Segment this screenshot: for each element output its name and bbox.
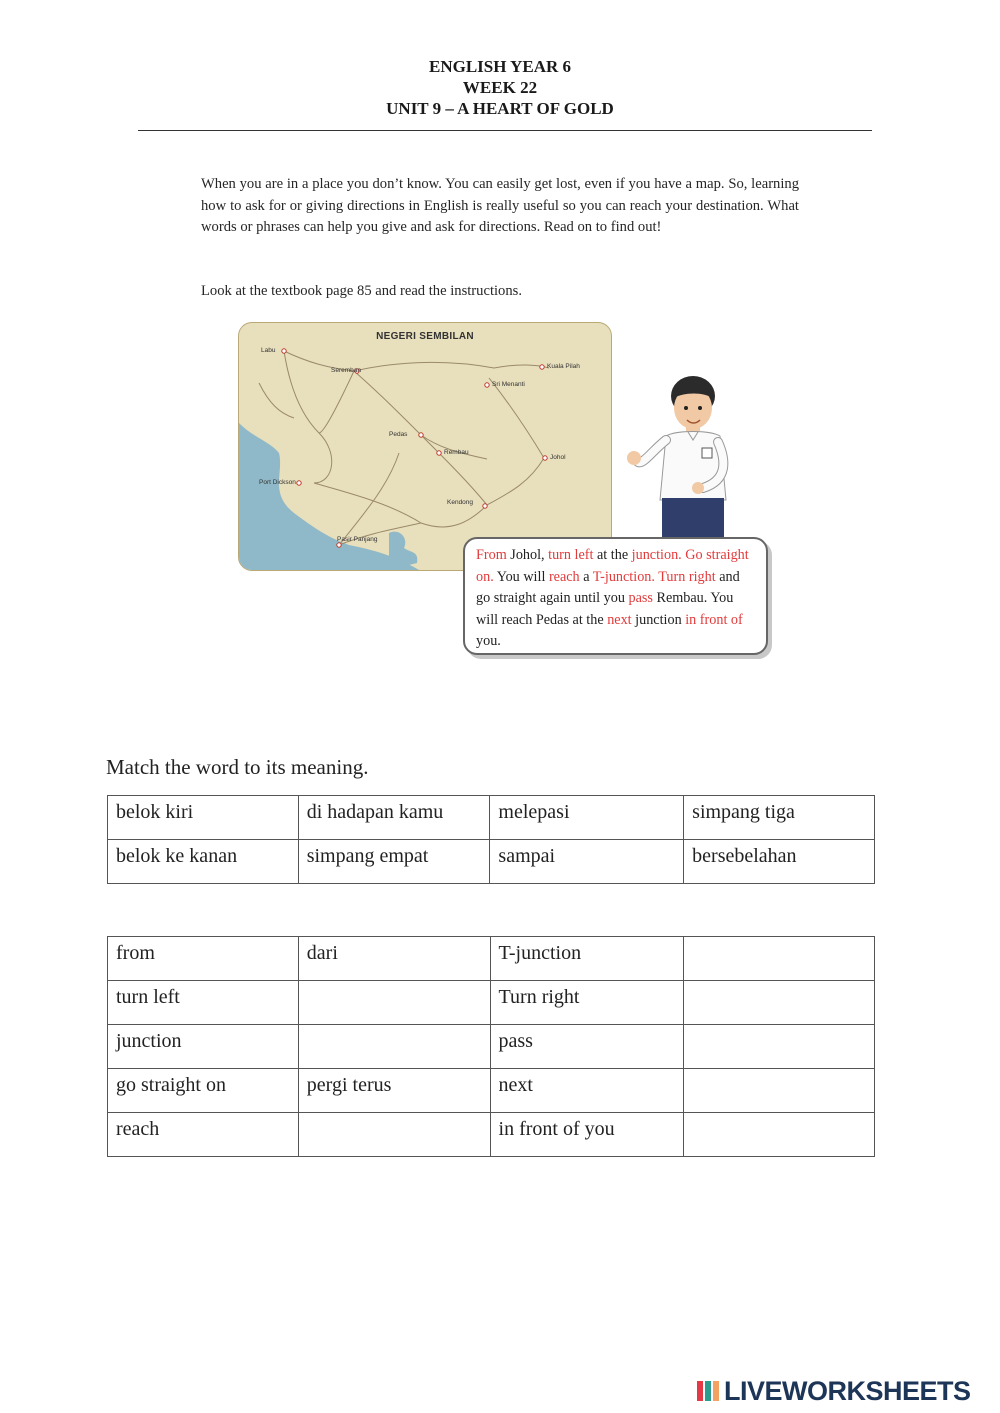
- word-bank-cell: melepasi: [490, 796, 684, 840]
- word-bank-cell: belok kiri: [108, 796, 299, 840]
- bubble-text: junction: [631, 611, 686, 628]
- word-cell: T-junction: [490, 937, 684, 981]
- bubble-text: Johol,: [506, 547, 549, 563]
- word-cell: pass: [490, 1025, 684, 1069]
- table-row: [108, 796, 875, 840]
- word-bank-cell: di hadapan kamu: [298, 796, 490, 840]
- table-row: [108, 1025, 875, 1069]
- word-cell: junction: [108, 1025, 299, 1069]
- estuary: [389, 532, 417, 570]
- bubble-text: Go straight on.: [476, 547, 749, 585]
- bubble-text: and go straight again until you: [476, 568, 740, 606]
- liveworksheets-logo: [696, 1378, 971, 1404]
- town-label-labu: Labu: [261, 347, 276, 354]
- town-label-kuala-pilah: Kuala Pilah: [547, 363, 580, 370]
- word-cell: reach: [108, 1113, 299, 1157]
- header-subject: ENGLISH YEAR 6: [428, 57, 571, 76]
- textbook-map: [238, 322, 612, 571]
- town-label-pasir-panjang: Pasir Panjang: [337, 536, 378, 543]
- town-label-sri-menanti: Sri Menanti: [492, 381, 525, 388]
- bubble-text: a: [579, 568, 593, 585]
- word-cell: Turn right: [490, 981, 684, 1025]
- intro-instruction: Look at the textbook page 85 and read the instructions.: [201, 283, 522, 299]
- town-label-seremban: Seremban: [331, 367, 361, 374]
- meaning-answer-cell[interactable]: [298, 1025, 490, 1069]
- bubble-text: you.: [476, 633, 501, 649]
- word-bank-cell: simpang tiga: [684, 796, 875, 840]
- map-graphic: [239, 323, 611, 570]
- table-row: [108, 937, 875, 981]
- boy-illustration: [618, 370, 758, 550]
- word-bank-cell: simpang empat: [298, 840, 490, 884]
- meaning-answer-cell[interactable]: [298, 981, 490, 1025]
- town-label-kendong: Kendong: [447, 499, 474, 506]
- word-cell: in front of you: [490, 1113, 684, 1157]
- bubble-text: pass: [628, 590, 653, 606]
- header-divider: [138, 130, 872, 131]
- table-row: [108, 840, 875, 884]
- bubble-text: T-junction.: [592, 568, 655, 585]
- word-cell: turn left: [108, 981, 299, 1025]
- town-label-port-dickson: Port Dickson: [259, 479, 296, 486]
- speech-bubble: [463, 537, 768, 655]
- bubble-text: Turn right: [658, 568, 716, 585]
- town-label-rembau: Rembau: [444, 449, 469, 456]
- logo-mark-icon: [696, 1379, 722, 1403]
- map-title: NEGERI SEMBILAN: [376, 331, 474, 342]
- meaning-answer-cell[interactable]: [684, 937, 875, 981]
- table-row: [108, 981, 875, 1025]
- table-row: [108, 1113, 875, 1157]
- intro-paragraph: When you are in a place you don’t know. You can easily get lost, even if you have a map. So, learning how to ask for or giving directions in English is really useful so you can reach your destination. What words or phrases can help you give and ask for directions. Read on to find out!: [201, 176, 799, 235]
- worksheet-header: [0, 56, 1000, 119]
- town-label-pedas: Pedas: [389, 431, 408, 438]
- meaning-answer-cell[interactable]: [684, 1025, 875, 1069]
- word-bank-cell: belok ke kanan: [108, 840, 299, 884]
- meaning-answer-cell[interactable]: [298, 1113, 490, 1157]
- header-unit: UNIT 9 – A HEART OF GOLD: [386, 99, 614, 118]
- bubble-text: junction.: [631, 547, 682, 563]
- bubble-text: Rembau. You will reach Pedas at the: [476, 590, 734, 628]
- bubble-text: in front of: [685, 611, 743, 628]
- meaning-answer-cell[interactable]: [684, 981, 875, 1025]
- meaning-answer-cell[interactable]: [684, 1113, 875, 1157]
- word-cell: next: [490, 1069, 684, 1113]
- word-cell: go straight on: [108, 1069, 299, 1113]
- town-label-johol: Johol: [550, 454, 566, 461]
- exercise-title: Match the word to its meaning.: [106, 755, 369, 779]
- word-cell: from: [108, 937, 299, 981]
- town-markers: [282, 349, 547, 547]
- bubble-text: turn left: [548, 547, 594, 563]
- matching-table: [107, 936, 875, 1157]
- meaning-answer-cell[interactable]: dari: [298, 937, 490, 981]
- word-bank-cell: sampai: [490, 840, 684, 884]
- header-week: WEEK 22: [462, 78, 538, 97]
- table-row: [108, 1069, 875, 1113]
- logo-text: LIVEWORKSHEETS: [724, 1376, 971, 1406]
- word-bank-table: [107, 795, 875, 884]
- bubble-text: next: [607, 611, 632, 628]
- meaning-answer-cell[interactable]: [684, 1069, 875, 1113]
- bubble-text: From: [476, 547, 507, 563]
- bubble-text: at the: [593, 547, 632, 563]
- bubble-text: You will: [493, 568, 549, 585]
- meaning-answer-cell[interactable]: pergi terus: [298, 1069, 490, 1113]
- bubble-text: reach: [548, 568, 580, 585]
- word-bank-cell: bersebelahan: [684, 840, 875, 884]
